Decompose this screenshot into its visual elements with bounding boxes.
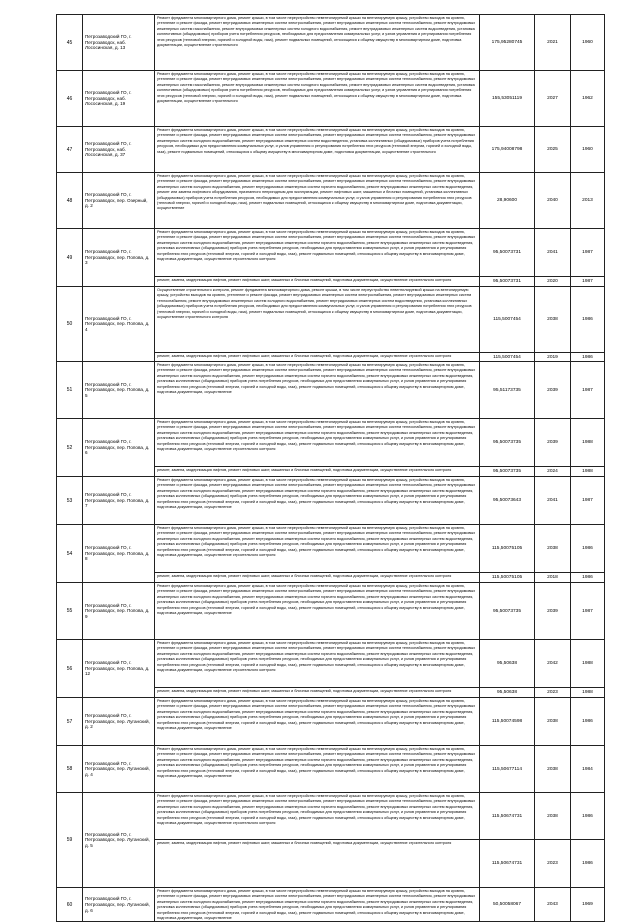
cost-cell: 115,50075105 bbox=[480, 573, 535, 583]
build-year-cell: 1987 bbox=[571, 477, 605, 525]
row-number-cell: 47 bbox=[57, 127, 83, 173]
build-year-cell: 1960 bbox=[571, 127, 605, 173]
planned-year-cell: 2021 bbox=[535, 15, 571, 71]
table-row bbox=[57, 477, 605, 525]
planned-year-cell: 2038 bbox=[535, 793, 571, 840]
address-cell: Петрозаводский ГО, г. Петрозаводск, пер. Попова, д. 9 bbox=[83, 583, 155, 640]
work-description-cell: ремонт, замена, модернизация лифтов, ремонт лифтовых шахт, машинных и блочных помещений, подготовка документации, осуществление строительного контроля bbox=[155, 840, 480, 888]
planned-year-cell: 2038 bbox=[535, 746, 571, 793]
work-description-cell: Ремонт фундамента многоквартирного дома, ремонт крыши, в том числе переустройство невентилируемой крыши на вентилируемую крышу, устройство выходов на кровлю, утепление и ремонт фасада, ремонт внутридомовых инженерных систем электроснабжения, ремонт внутридомовых инженерных систем теплоснабжения, ремонт внутридомовых инженерных систем холодного водоснабжения, ремонт внутридомовых инженерных систем горячего водоснабжения, ремонт внутридомовых инженерных систем водоотведения, установка коллективных (общедомовых) приборов учета потребления ресурсов, необходимых для предоставления коммунальных услуг, и узлов управления и регулирования потребления этих ресурсов (тепловой энергии, горячей и холодной воды, газа), ремонт подвальных помещений, относящихся к общему имуществу в многоквартирном доме, подготовка документации, осуществление bbox=[155, 888, 480, 922]
address-cell: Петрозаводский ГО, г. Петрозаводск, пер. Попова, д. 5 bbox=[83, 362, 155, 419]
work-description-cell: Ремонт фундамента многоквартирного дома, ремонт крыши, в том числе переустройство невентилируемой крыши на вентилируемую крышу, устройство выходов на кровлю, утепление и ремонт фасада, ремонт внутридомовых инженерных систем электроснабжения, ремонт внутридомовых инженерных систем теплоснабжения, ремонт внутридомовых инженерных систем холодного водоснабжения, ремонт внутридомовых инженерных систем горячего водоснабжения, ремонт внутридомовых инженерных систем водоотведения, установка коллективных (общедомовых) приборов учета потребления ресурсов, необходимых для предоставления коммунальных услуг, и узлов управления и регулирования потребления этих ресурсов (тепловой энергии, горячей и холодной воды, газа), ремонт подвальных помещений, относящихся к общему имуществу в многоквартирном доме, подготовка документации, осуществление bbox=[155, 698, 480, 746]
cost-cell: 115,5007454 bbox=[480, 353, 535, 362]
table-row bbox=[57, 229, 605, 277]
row-number-cell: 53 bbox=[57, 477, 83, 525]
build-year-cell: 1987 bbox=[571, 362, 605, 419]
work-description-cell: Ремонт фундамента многоквартирного дома, ремонт крыши, в том числе переустройство невентилируемой крыши на вентилируемую крышу, устройство выходов на кровлю, утепление и ремонт фасада, ремонт внутридомовых инженерных систем электроснабжения, ремонт внутридомовых инженерных систем теплоснабжения, ремонт внутридомовых инженерных систем холодного водоснабжения, ремонт внутридомовых инженерных систем водоотведения, установка коллективных (общедомовых) приборов учета потребления ресурсов, необходимых для предоставления коммунальных услуг, и узлов управления и регулирования потребления этих ресурсов (тепловой энергии, горячей и холодной воды, газа), ремонт подвальных помещений, относящихся к общему имуществу в многоквартирном доме, подготовка документации, осуществление строительного bbox=[155, 127, 480, 173]
cost-cell: 95,50638 bbox=[480, 640, 535, 688]
table-row bbox=[57, 127, 605, 173]
work-description-cell: Ремонт фундамента многоквартирного дома, ремонт крыши, в том числе переустройство невентилируемой крыши на вентилируемую крышу, устройство выходов на кровлю, утепление и ремонт фасада, ремонт внутридомовых инженерных систем электроснабжения, ремонт внутридомовых инженерных систем теплоснабжения, ремонт внутридомовых инженерных систем холодного водоснабжения, ремонт внутридомовых инженерных систем горячего водоснабжения, ремонт внутридомовых инженерных систем водоотведения, ремонт или замена лифтового оборудования, признанного непригодным для эксплуатации, ремонт лифтовых шахт, машинных и блочных помещений, установка коллективных (общедомовых) приборов учета потребления ресурсов, необходимых для предоставления коммунальных услуг, и узлов управления и регулирования потребления этих ресурсов (тепловой энергии, горячей и холодной воды, газа), ремонт подвальных помещений, относящихся к общему имуществу в многоквартирном доме, подготовка документации, осуществление bbox=[155, 173, 480, 229]
register-table-body bbox=[57, 15, 605, 922]
cost-cell: 175,95280745 bbox=[480, 15, 535, 71]
address-cell: Петрозаводский ГО, г. Петрозаводск, пер. Озерный, д. 2 bbox=[83, 173, 155, 229]
work-description-cell: Ремонт фундамента многоквартирного дома, ремонт крыши, в том числе переустройство невентилируемой крыши на вентилируемую крышу, устройство выходов на кровлю, утепление и ремонт фасада, ремонт внутридомовых инженерных систем электроснабжения, ремонт внутридомовых инженерных систем теплоснабжения, ремонт внутридомовых инженерных систем холодного водоснабжения, ремонт внутридомовых инженерных систем горячего водоснабжения, ремонт внутридомовых инженерных систем водоотведения, установка коллективных (общедомовых) приборов учета потребления ресурсов, необходимых для предоставления коммунальных услуг, и узлов управления и регулирования потребления этих ресурсов (тепловой энергии, горячей и холодной воды, газа), ремонт подвальных помещений, относящихся к общему имуществу в многоквартирном доме, подготовка документации, осуществление строительного контроля bbox=[155, 525, 480, 573]
cost-cell: 115,50074598 bbox=[480, 698, 535, 746]
address-cell: Петрозаводский ГО, г. Петрозаводск, пер. Попова, д. 3 bbox=[83, 229, 155, 287]
work-description-cell: Осуществление строительного контроля, ремонт фундамента многоквартирного дома, ремонт крыши, в том числе переустройство невентилируемой крыши на вентилируемую крышу, устройство выходов на кровлю, утепление и ремонт фасада, ремонт внутридомовых инженерных систем электроснабжения, ремонт внутридомовых инженерных систем теплоснабжения, ремонт внутридомовых инженерных систем холодного водоснабжения, ремонт внутридомовых инженерных систем водоотведения, установка коллективных (общедомовых) приборов учета потребления ресурсов, необходимых для предоставления коммунальных услуг, и узлов управления и регулирования потребления этих ресурсов (тепловой энергии, горячей и холодной воды, газа), ремонт подвальных помещений, относящихся к общему имуществу в многоквартирном доме, подготовка документации, осуществление строительного контроля bbox=[155, 287, 480, 353]
table-row bbox=[57, 746, 605, 793]
cost-cell: 95,50073735 bbox=[480, 467, 535, 477]
address-cell: Петрозаводский ГО, г. Петрозаводск, пер. Попова, д. 8 bbox=[83, 525, 155, 583]
address-cell: Петрозаводский ГО, г. Петрозаводск, пер. Попова, д. 6 bbox=[83, 419, 155, 477]
work-description-cell: ремонт, замена, модернизация лифтов, ремонт лифтовых шахт, машинных и блочных помещений, подготовка документации, осуществление строительного контроля bbox=[155, 353, 480, 362]
planned-year-cell: 2040 bbox=[535, 173, 571, 229]
row-number-cell: 55 bbox=[57, 583, 83, 640]
build-year-cell: 1988 bbox=[571, 467, 605, 477]
build-year-cell: 1986 bbox=[571, 698, 605, 746]
build-year-cell: 1987 bbox=[571, 583, 605, 640]
cost-cell: 95,50073735 bbox=[480, 583, 535, 640]
planned-year-cell: 2043 bbox=[535, 888, 571, 922]
build-year-cell: 2013 bbox=[571, 173, 605, 229]
build-year-cell: 1969 bbox=[571, 888, 605, 922]
cost-cell: 95,50073643 bbox=[480, 477, 535, 525]
table-row bbox=[57, 173, 605, 229]
table-row bbox=[57, 71, 605, 127]
table-row bbox=[57, 793, 605, 840]
address-cell: Петрозаводский ГО, г. Петрозаводск, пер. Луганский, д. 2 bbox=[83, 698, 155, 746]
work-description-cell: ремонт, замена, модернизация лифтов, ремонт лифтовых шахт, машинных и блочных помещений, подготовка документации, осуществление строительного контроля bbox=[155, 573, 480, 583]
build-year-cell: 1986 bbox=[571, 353, 605, 362]
planned-year-cell: 2038 bbox=[535, 287, 571, 353]
cost-cell: 115,5007454 bbox=[480, 287, 535, 353]
build-year-cell: 1988 bbox=[571, 688, 605, 698]
planned-year-cell: 2041 bbox=[535, 477, 571, 525]
work-description-cell: Ремонт фундамента многоквартирного дома, ремонт крыши, в том числе переустройство невентилируемой крыши на вентилируемую крышу, устройство выходов на кровлю, утепление и ремонт фасада, ремонт внутридомовых инженерных систем электроснабжения, ремонт внутридомовых инженерных систем теплоснабжения, ремонт внутридомовых инженерных систем газоснабжения, ремонт внутридомовых инженерных систем холодного водоснабжения, ремонт внутридомовых инженерных систем водоотведения, установка коллективных (общедомовых) приборов учета потребления ресурсов, необходимых для предоставления коммунальных услуг, и узлов управления и регулирования потребления этих ресурсов (тепловой энергии, горячей и холодной воды, газа), ремонт подвальных помещений, относящихся к общему имуществу в многоквартирном доме, подготовка документации, осуществление строительного bbox=[155, 15, 480, 71]
build-year-cell: 1986 bbox=[571, 525, 605, 573]
address-cell: Петрозаводский ГО, г. Петрозаводск, наб. Лососинская, д. 37 bbox=[83, 127, 155, 173]
address-cell: Петрозаводский ГО, г. Петрозаводск, пер. Попова, д. 12 bbox=[83, 640, 155, 698]
planned-year-cell: 2039 bbox=[535, 419, 571, 467]
row-number-cell: 46 bbox=[57, 71, 83, 127]
cost-cell: 95,50073735 bbox=[480, 419, 535, 467]
cost-cell: 50,50058067 bbox=[480, 888, 535, 922]
build-year-cell: 1984 bbox=[571, 746, 605, 793]
work-description-cell: Ремонт фундамента многоквартирного дома, ремонт крыши, в том числе переустройство невентилируемой крыши на вентилируемую крышу, устройство выходов на кровлю, утепление и ремонт фасада, ремонт внутридомовых инженерных систем электроснабжения, ремонт внутридомовых инженерных систем теплоснабжения, ремонт внутридомовых инженерных систем холодного водоснабжения, ремонт внутридомовых инженерных систем горячего водоснабжения, ремонт внутридомовых инженерных систем водоотведения, установка коллективных (общедомовых) приборов учета потребления ресурсов, необходимых для предоставления коммунальных услуг, и узлов управления и регулирования потребления этих ресурсов (тепловой энергии, горячей и холодной воды, газа), ремонт подвальных помещений, относящихся к общему имуществу в многоквартирном доме, подготовка документации, осуществление строительного контроля bbox=[155, 229, 480, 277]
work-description-cell: Ремонт фундамента многоквартирного дома, ремонт крыши, в том числе переустройство невентилируемой крыши на вентилируемую крышу, устройство выходов на кровлю, утепление и ремонт фасада, ремонт внутридомовых инженерных систем электроснабжения, ремонт внутридомовых инженерных систем теплоснабжения, ремонт внутридомовых инженерных систем холодного водоснабжения, ремонт внутридомовых инженерных систем горячего водоснабжения, ремонт внутридомовых инженерных систем водоотведения, установка коллективных (общедомовых) приборов учета потребления ресурсов, необходимых для предоставления коммунальных услуг, и узлов управления и регулирования потребления этих ресурсов (тепловой энергии, горячей и холодной воды, газа), ремонт подвальных помещений, относящихся к общему имуществу в многоквартирном доме, подготовка документации, осуществление строительного контроля bbox=[155, 419, 480, 467]
planned-year-cell: 2023 bbox=[535, 840, 571, 888]
planned-year-cell: 2020 bbox=[535, 277, 571, 287]
work-description-cell: ремонт, замена, модернизация лифтов, ремонт лифтовых шахт, машинных и блочных помещений, подготовка документации, осуществление строительного контроля bbox=[155, 467, 480, 477]
capital-repair-register-table bbox=[56, 14, 605, 922]
row-number-cell: 48 bbox=[57, 173, 83, 229]
cost-cell: 175,94008798 bbox=[480, 127, 535, 173]
build-year-cell: 1986 bbox=[571, 287, 605, 353]
build-year-cell: 1988 bbox=[571, 419, 605, 467]
work-description-cell: Ремонт фундамента многоквартирного дома, ремонт крыши, в том числе переустройство невентилируемой крыши на вентилируемую крышу, устройство выходов на кровлю, утепление и ремонт фасада, ремонт внутридомовых инженерных систем электроснабжения, ремонт внутридомовых инженерных систем теплоснабжения, ремонт внутридомовых инженерных систем холодного водоснабжения, ремонт внутридомовых инженерных систем горячего водоснабжения, ремонт внутридомовых инженерных систем водоотведения, установка коллективных (общедомовых) приборов учета потребления ресурсов, необходимых для предоставления коммунальных услуг, и узлов управления и регулирования потребления этих ресурсов (тепловой энергии, горячей и холодной воды, газа), ремонт подвальных помещений, относящихся к общему имуществу в многоквартирном доме, подготовка документации, осуществление строительного контроля bbox=[155, 640, 480, 688]
build-year-cell: 1986 bbox=[571, 793, 605, 840]
planned-year-cell: 2025 bbox=[535, 127, 571, 173]
planned-year-cell: 2038 bbox=[535, 698, 571, 746]
cost-cell: 28,90600 bbox=[480, 173, 535, 229]
planned-year-cell: 2019 bbox=[535, 353, 571, 362]
planned-year-cell: 2039 bbox=[535, 583, 571, 640]
row-number-cell: 50 bbox=[57, 287, 83, 362]
cost-cell: 155,53051119 bbox=[480, 71, 535, 127]
cost-cell: 115,50674731 bbox=[480, 793, 535, 840]
table-row bbox=[57, 525, 605, 573]
table-row bbox=[57, 698, 605, 746]
planned-year-cell: 2023 bbox=[535, 688, 571, 698]
row-number-cell: 49 bbox=[57, 229, 83, 287]
row-number-cell: 51 bbox=[57, 362, 83, 419]
row-number-cell: 56 bbox=[57, 640, 83, 698]
work-description-cell: Ремонт фундамента многоквартирного дома, ремонт крыши, в том числе переустройство невентилируемой крыши на вентилируемую крышу, устройство выходов на кровлю, утепление и ремонт фасада, ремонт внутридомовых инженерных систем электроснабжения, ремонт внутридомовых инженерных систем теплоснабжения, ремонт внутридомовых инженерных систем холодного водоснабжения, ремонт внутридомовых инженерных систем горячего водоснабжения, ремонт внутридомовых инженерных систем водоотведения, установка коллективных (общедомовых) приборов учета потребления ресурсов, необходимых для предоставления коммунальных услуг, и узлов управления и регулирования потребления этих ресурсов (тепловой энергии, горячей и холодной воды, газа), ремонт подвальных помещений, относящихся к общему имуществу в многоквартирном доме, подготовка документации, осуществление bbox=[155, 583, 480, 640]
cost-cell: 115,50674731 bbox=[480, 840, 535, 888]
planned-year-cell: 2041 bbox=[535, 229, 571, 277]
cost-cell: 95,50638 bbox=[480, 688, 535, 698]
row-number-cell: 45 bbox=[57, 15, 83, 71]
table-row bbox=[57, 419, 605, 467]
work-description-cell: ремонт, замена, модернизация лифтов, ремонт лифтовых шахт, машинных и блочных помещений, подготовка документации, осуществление строительного контроля bbox=[155, 688, 480, 698]
build-year-cell: 1987 bbox=[571, 229, 605, 277]
table-row bbox=[57, 583, 605, 640]
build-year-cell: 1962 bbox=[571, 71, 605, 127]
table-row bbox=[57, 640, 605, 688]
planned-year-cell: 2042 bbox=[535, 640, 571, 688]
work-description-cell: Ремонт фундамента многоквартирного дома, ремонт крыши, в том числе переустройство невентилируемой крыши на вентилируемую крышу, устройство выходов на кровлю, утепление и ремонт фасада, ремонт внутридомовых инженерных систем электроснабжения, ремонт внутридомовых инженерных систем теплоснабжения, ремонт внутридомовых инженерных систем холодного водоснабжения, ремонт внутридомовых инженерных систем горячего водоснабжения, ремонт внутридомовых инженерных систем водоотведения, установка коллективных (общедомовых) приборов учета потребления ресурсов, необходимых для предоставления коммунальных услуг, и узлов управления и регулирования потребления этих ресурсов (тепловой энергии, горячей и холодной воды, газа), ремонт подвальных помещений, относящихся к общему имуществу в многоквартирном доме, подготовка документации, осуществление строительного контроля bbox=[155, 793, 480, 840]
address-cell: Петрозаводский ГО, г. Петрозаводск, пер. Попова, д. 4 bbox=[83, 287, 155, 362]
planned-year-cell: 2018 bbox=[535, 573, 571, 583]
build-year-cell: 1987 bbox=[571, 277, 605, 287]
table-row bbox=[57, 15, 605, 71]
cost-cell: 95,50073731 bbox=[480, 277, 535, 287]
build-year-cell: 1988 bbox=[571, 640, 605, 688]
build-year-cell: 1960 bbox=[571, 15, 605, 71]
cost-cell: 115,50677114 bbox=[480, 746, 535, 793]
table-row bbox=[57, 287, 605, 353]
cost-cell: 115,50075105 bbox=[480, 525, 535, 573]
work-description-cell: ремонт, замена, модернизация лифтов, ремонт лифтовых шахт, машинных и блочных помещений, подготовка документации, осуществление строительного контроля bbox=[155, 277, 480, 287]
address-cell: Петрозаводский ГО, г. Петрозаводск, наб. Лососинская, д. 19 bbox=[83, 71, 155, 127]
work-description-cell: Ремонт фундамента многоквартирного дома, ремонт крыши, в том числе переустройство невентилируемой крыши на вентилируемую крышу, устройство выходов на кровлю, утепление и ремонт фасада, ремонт внутридомовых инженерных систем электроснабжения, ремонт внутридомовых инженерных систем теплоснабжения, ремонт внутридомовых инженерных систем газоснабжения, ремонт внутридомовых инженерных систем холодного водоснабжения, ремонт внутридомовых инженерных систем водоотведения, установка коллективных (общедомовых) приборов учета потребления ресурсов, необходимых для предоставления коммунальных услуг, и узлов управления и регулирования потребления этих ресурсов (тепловой энергии, горячей и холодной воды, газа), ремонт подвальных помещений, относящихся к общему имуществу в многоквартирном доме, подготовка документации, осуществление строительного bbox=[155, 71, 480, 127]
row-number-cell: 52 bbox=[57, 419, 83, 477]
work-description-cell: Ремонт фундамента многоквартирного дома, ремонт крыши, в том числе переустройство невентилируемой крыши на вентилируемую крышу, устройство выходов на кровлю, утепление и ремонт фасада, ремонт внутридомовых инженерных систем электроснабжения, ремонт внутридомовых инженерных систем теплоснабжения, ремонт внутридомовых инженерных систем холодного водоснабжения, ремонт внутридомовых инженерных систем горячего водоснабжения, ремонт внутридомовых инженерных систем водоотведения, установка коллективных (общедомовых) приборов учета потребления ресурсов, необходимых для предоставления коммунальных услуг, и узлов управления и регулирования потребления этих ресурсов (тепловой энергии, горячей и холодной воды, газа), ремонт подвальных помещений, относящихся к общему имуществу в многоквартирном доме, подготовка документации, осуществление bbox=[155, 746, 480, 793]
build-year-cell: 1986 bbox=[571, 840, 605, 888]
planned-year-cell: 2024 bbox=[535, 467, 571, 477]
table-row bbox=[57, 362, 605, 419]
row-number-cell: 59 bbox=[57, 793, 83, 888]
cost-cell: 95,50073731 bbox=[480, 229, 535, 277]
row-number-cell: 60 bbox=[57, 888, 83, 922]
row-number-cell: 54 bbox=[57, 525, 83, 583]
address-cell: Петрозаводский ГО, г. Петрозаводск, пер. Луганский, д. 5 bbox=[83, 793, 155, 888]
build-year-cell: 1986 bbox=[571, 573, 605, 583]
work-description-cell: Ремонт фундамента многоквартирного дома, ремонт крыши, в том числе переустройство невентилируемой крыши на вентилируемую крышу, устройство выходов на кровлю, утепление и ремонт фасада, ремонт внутридомовых инженерных систем электроснабжения, ремонт внутридомовых инженерных систем теплоснабжения, ремонт внутридомовых инженерных систем холодного водоснабжения, ремонт внутридомовых инженерных систем горячего водоснабжения, ремонт внутридомовых инженерных систем водоотведения, установка коллективных (общедомовых) приборов учета потребления ресурсов, необходимых для предоставления коммунальных услуг, и узлов управления и регулирования потребления этих ресурсов (тепловой энергии, горячей и холодной воды, газа), ремонт подвальных помещений, относящихся к общему имуществу в многоквартирном доме, подготовка документации, осуществление bbox=[155, 362, 480, 419]
planned-year-cell: 2027 bbox=[535, 71, 571, 127]
work-description-cell: Ремонт фундамента многоквартирного дома, ремонт крыши, в том числе переустройство невентилируемой крыши на вентилируемую крышу, устройство выходов на кровлю, утепление и ремонт фасада, ремонт внутридомовых инженерных систем электроснабжения, ремонт внутридомовых инженерных систем теплоснабжения, ремонт внутридомовых инженерных систем холодного водоснабжения, ремонт внутридомовых инженерных систем горячего водоснабжения, ремонт внутридомовых инженерных систем водоотведения, установка коллективных (общедомовых) приборов учета потребления ресурсов, необходимых для предоставления коммунальных услуг, и узлов управления и регулирования потребления этих ресурсов (тепловой энергии, горячей и холодной воды, газа), ремонт подвальных помещений, относящихся к общему имуществу в многоквартирном доме, подготовка документации, осуществление bbox=[155, 477, 480, 525]
address-cell: Петрозаводский ГО, г. Петрозаводск, пер. Луганский, д. 4 bbox=[83, 746, 155, 793]
address-cell: Петрозаводский ГО, г. Петрозаводск, наб. Лососинская, д. 13 bbox=[83, 15, 155, 71]
row-number-cell: 58 bbox=[57, 746, 83, 793]
cost-cell: 95,51173735 bbox=[480, 362, 535, 419]
planned-year-cell: 2039 bbox=[535, 362, 571, 419]
planned-year-cell: 2038 bbox=[535, 525, 571, 573]
address-cell: Петрозаводский ГО, г. Петрозаводск, пер. Попова, д. 7 bbox=[83, 477, 155, 525]
address-cell: Петрозаводский ГО, г. Петрозаводск, пер. Луганский, д. 6 bbox=[83, 888, 155, 922]
row-number-cell: 57 bbox=[57, 698, 83, 746]
